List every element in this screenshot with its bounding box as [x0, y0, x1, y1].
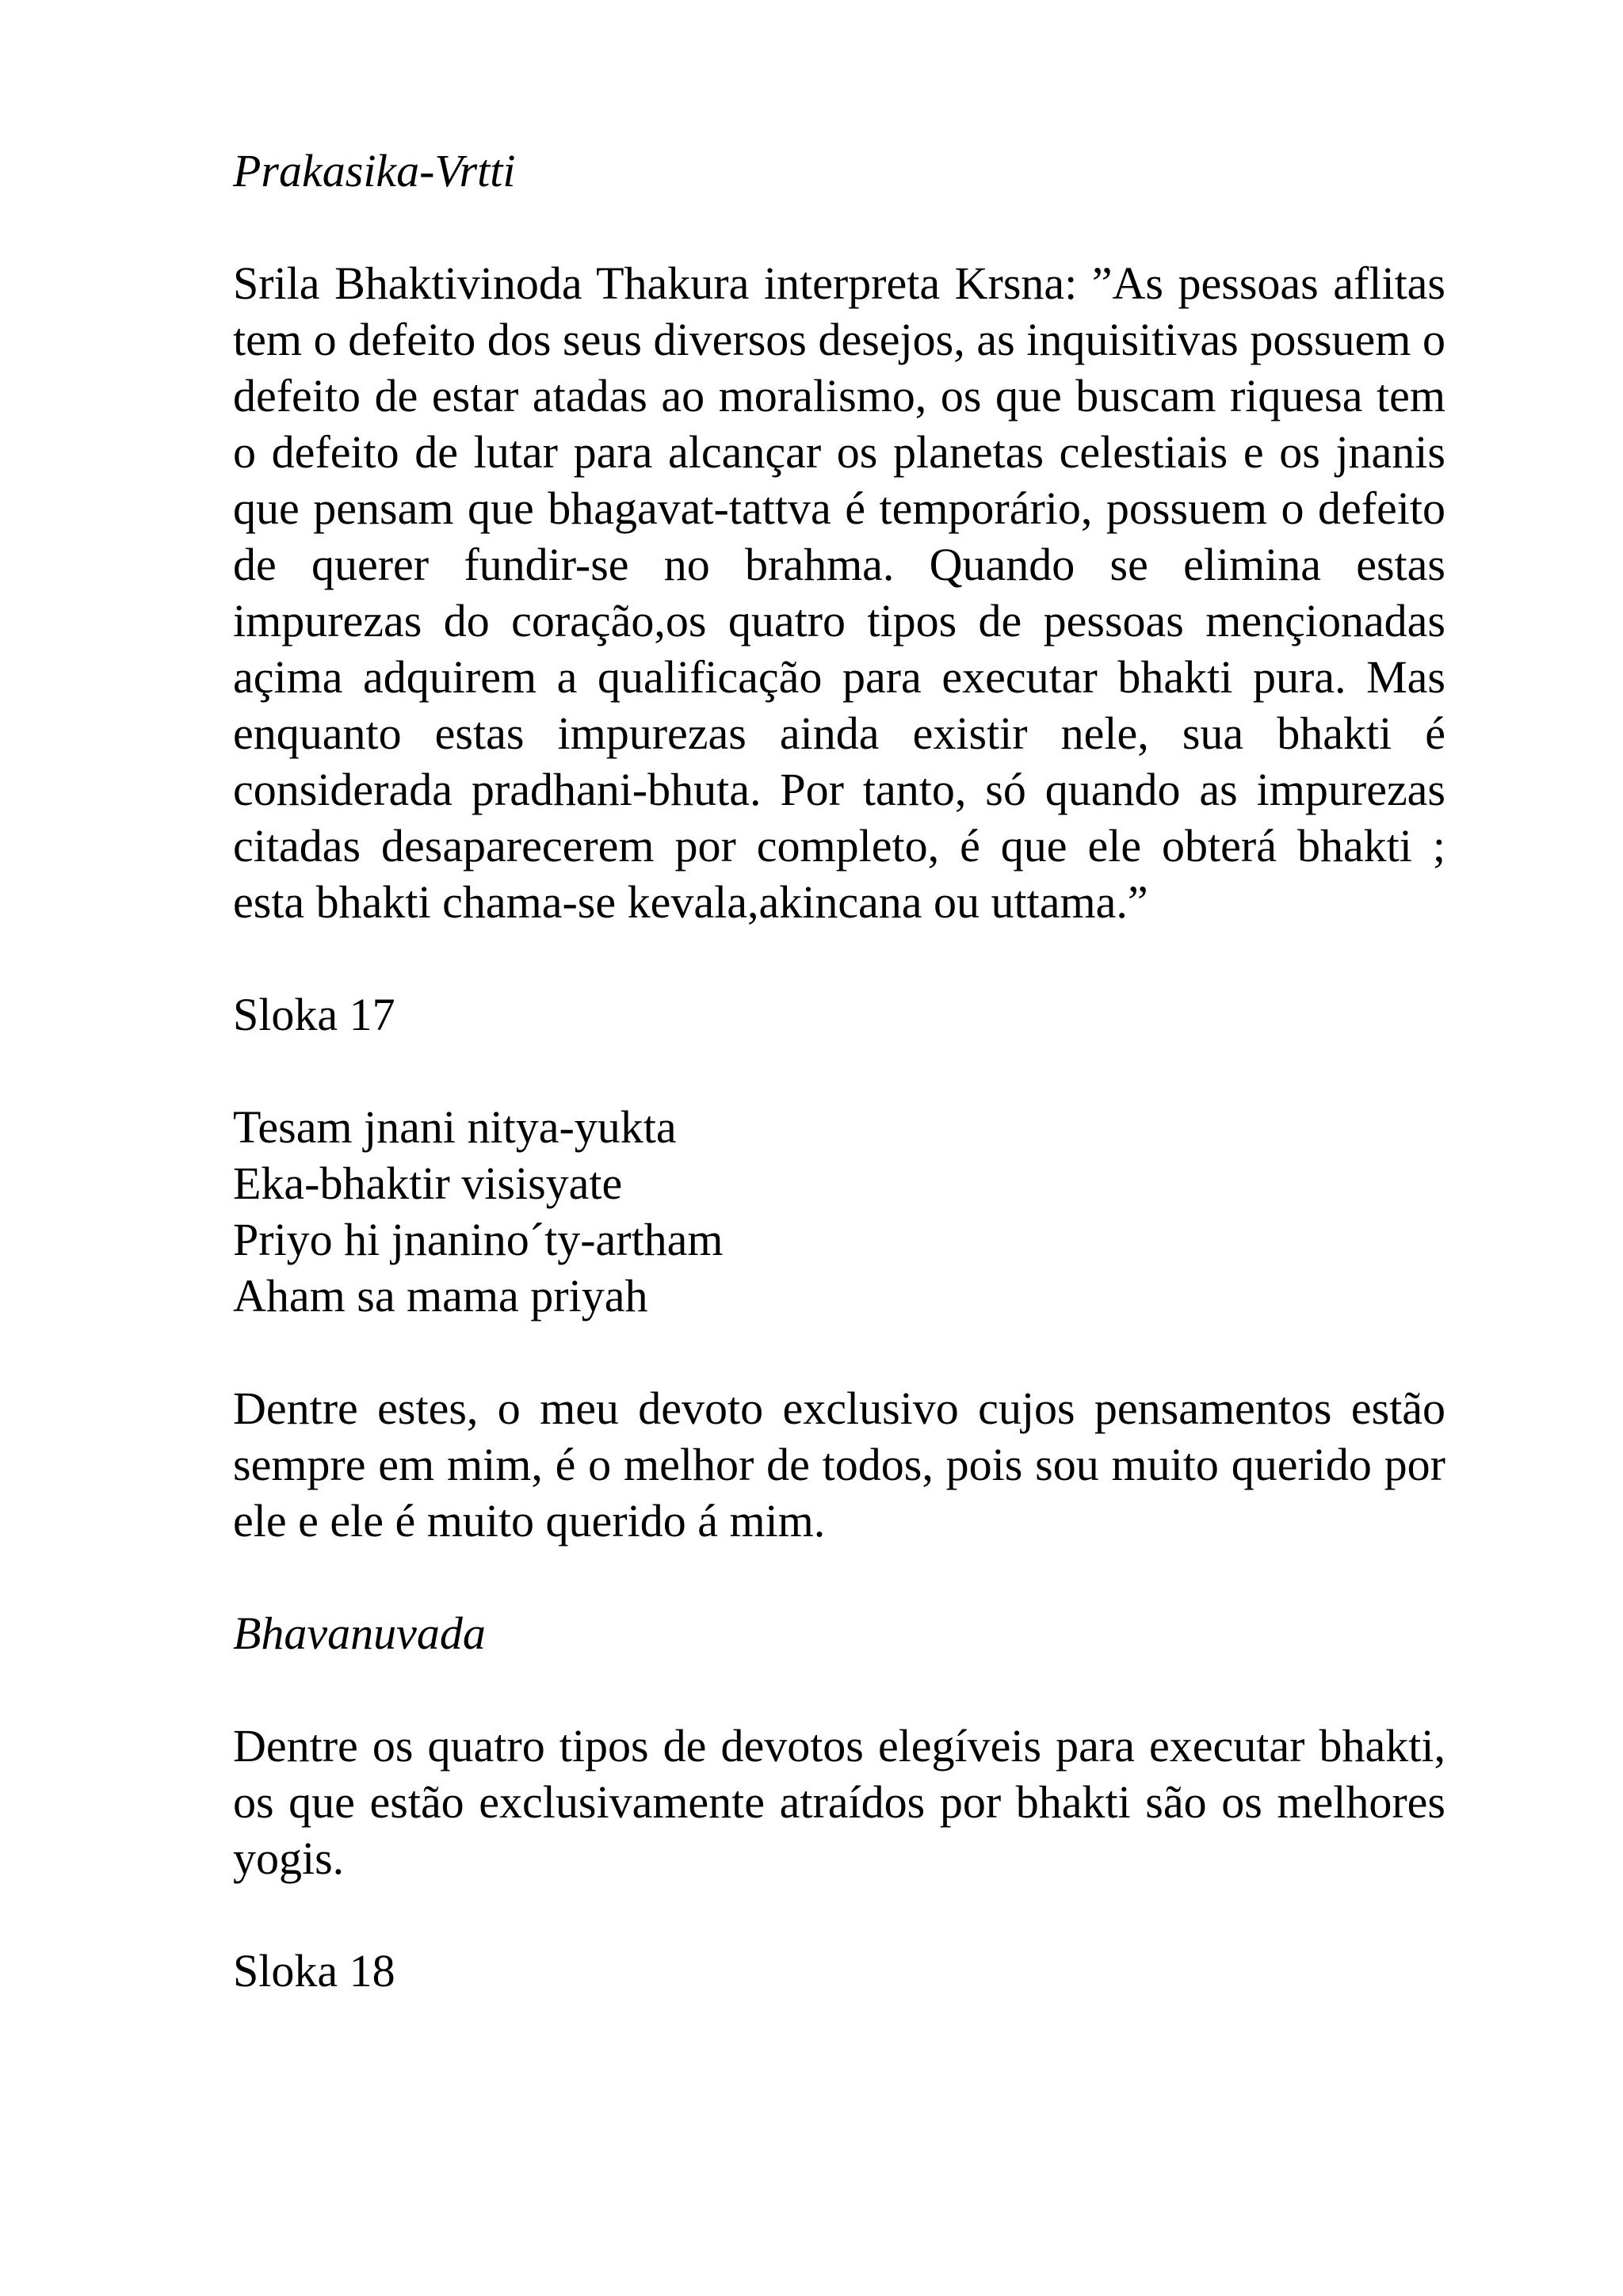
- spacer: [233, 1886, 1445, 1943]
- verse-line: Eka-bhaktir visisyate: [233, 1158, 623, 1209]
- spacer: [233, 1324, 1445, 1380]
- verse-line: Tesam jnani nitya-yukta: [233, 1101, 677, 1153]
- section-heading-sloka-17: Sloka 17: [233, 989, 395, 1040]
- spacer: [233, 1043, 1445, 1099]
- section-heading-bhavanuvada: Bhavanuvada: [233, 1608, 486, 1659]
- verse-line: Priyo hi jnanino´ty-artham: [233, 1214, 724, 1265]
- section-heading-prakasika-vrtti: Prakasika-Vrtti: [233, 145, 516, 196]
- bhavanuvada-paragraph: Dentre os quatro tipos de devotos elegíveis para executar bhakti, os que estão exclusivamente atraídos por bhakti são os melhores yogis.: [233, 1720, 1445, 1884]
- sloka-17-verse: [233, 1099, 1445, 1324]
- spacer: [233, 1661, 1445, 1718]
- spacer: [233, 1549, 1445, 1605]
- document-page: [233, 143, 1445, 1999]
- prakasika-paragraph: Srila Bhaktivinoda Thakura interpreta Krsna: ”As pessoas aflitas tem o defeito dos seus diversos desejos, as inquisitivas possuem o defeito de estar atadas ao moralismo, os que buscam riquesa tem o defeito de lutar para alcançar os planetas celestiais e os jnanis que pensam que bhagavat-tattva é temporário, possuem o defeito de querer fundir-se no brahma. Quando se elimina estas impurezas do coração,os quatro tipos de pessoas mençionadas açima adquirem a qualificação para executar bhakti pura. Mas enquanto estas impurezas ainda existir nele, sua bhakti é considerada pradhani-bhuta. Por tanto, só quando as impurezas citadas desaparecerem por completo, é que ele obterá bhakti ; esta bhakti chama-se kevala,akincana ou uttama.”: [233, 257, 1445, 928]
- sloka-17-translation: Dentre estes, o meu devoto exclusivo cujos pensamentos estão sempre em mim, é o melhor de todos, pois sou muito querido por ele e ele é muito querido á mim.: [233, 1383, 1445, 1547]
- spacer: [233, 930, 1445, 986]
- spacer: [233, 199, 1445, 255]
- verse-line: Aham sa mama priyah: [233, 1270, 648, 1322]
- section-heading-sloka-18: Sloka 18: [233, 1945, 395, 1997]
